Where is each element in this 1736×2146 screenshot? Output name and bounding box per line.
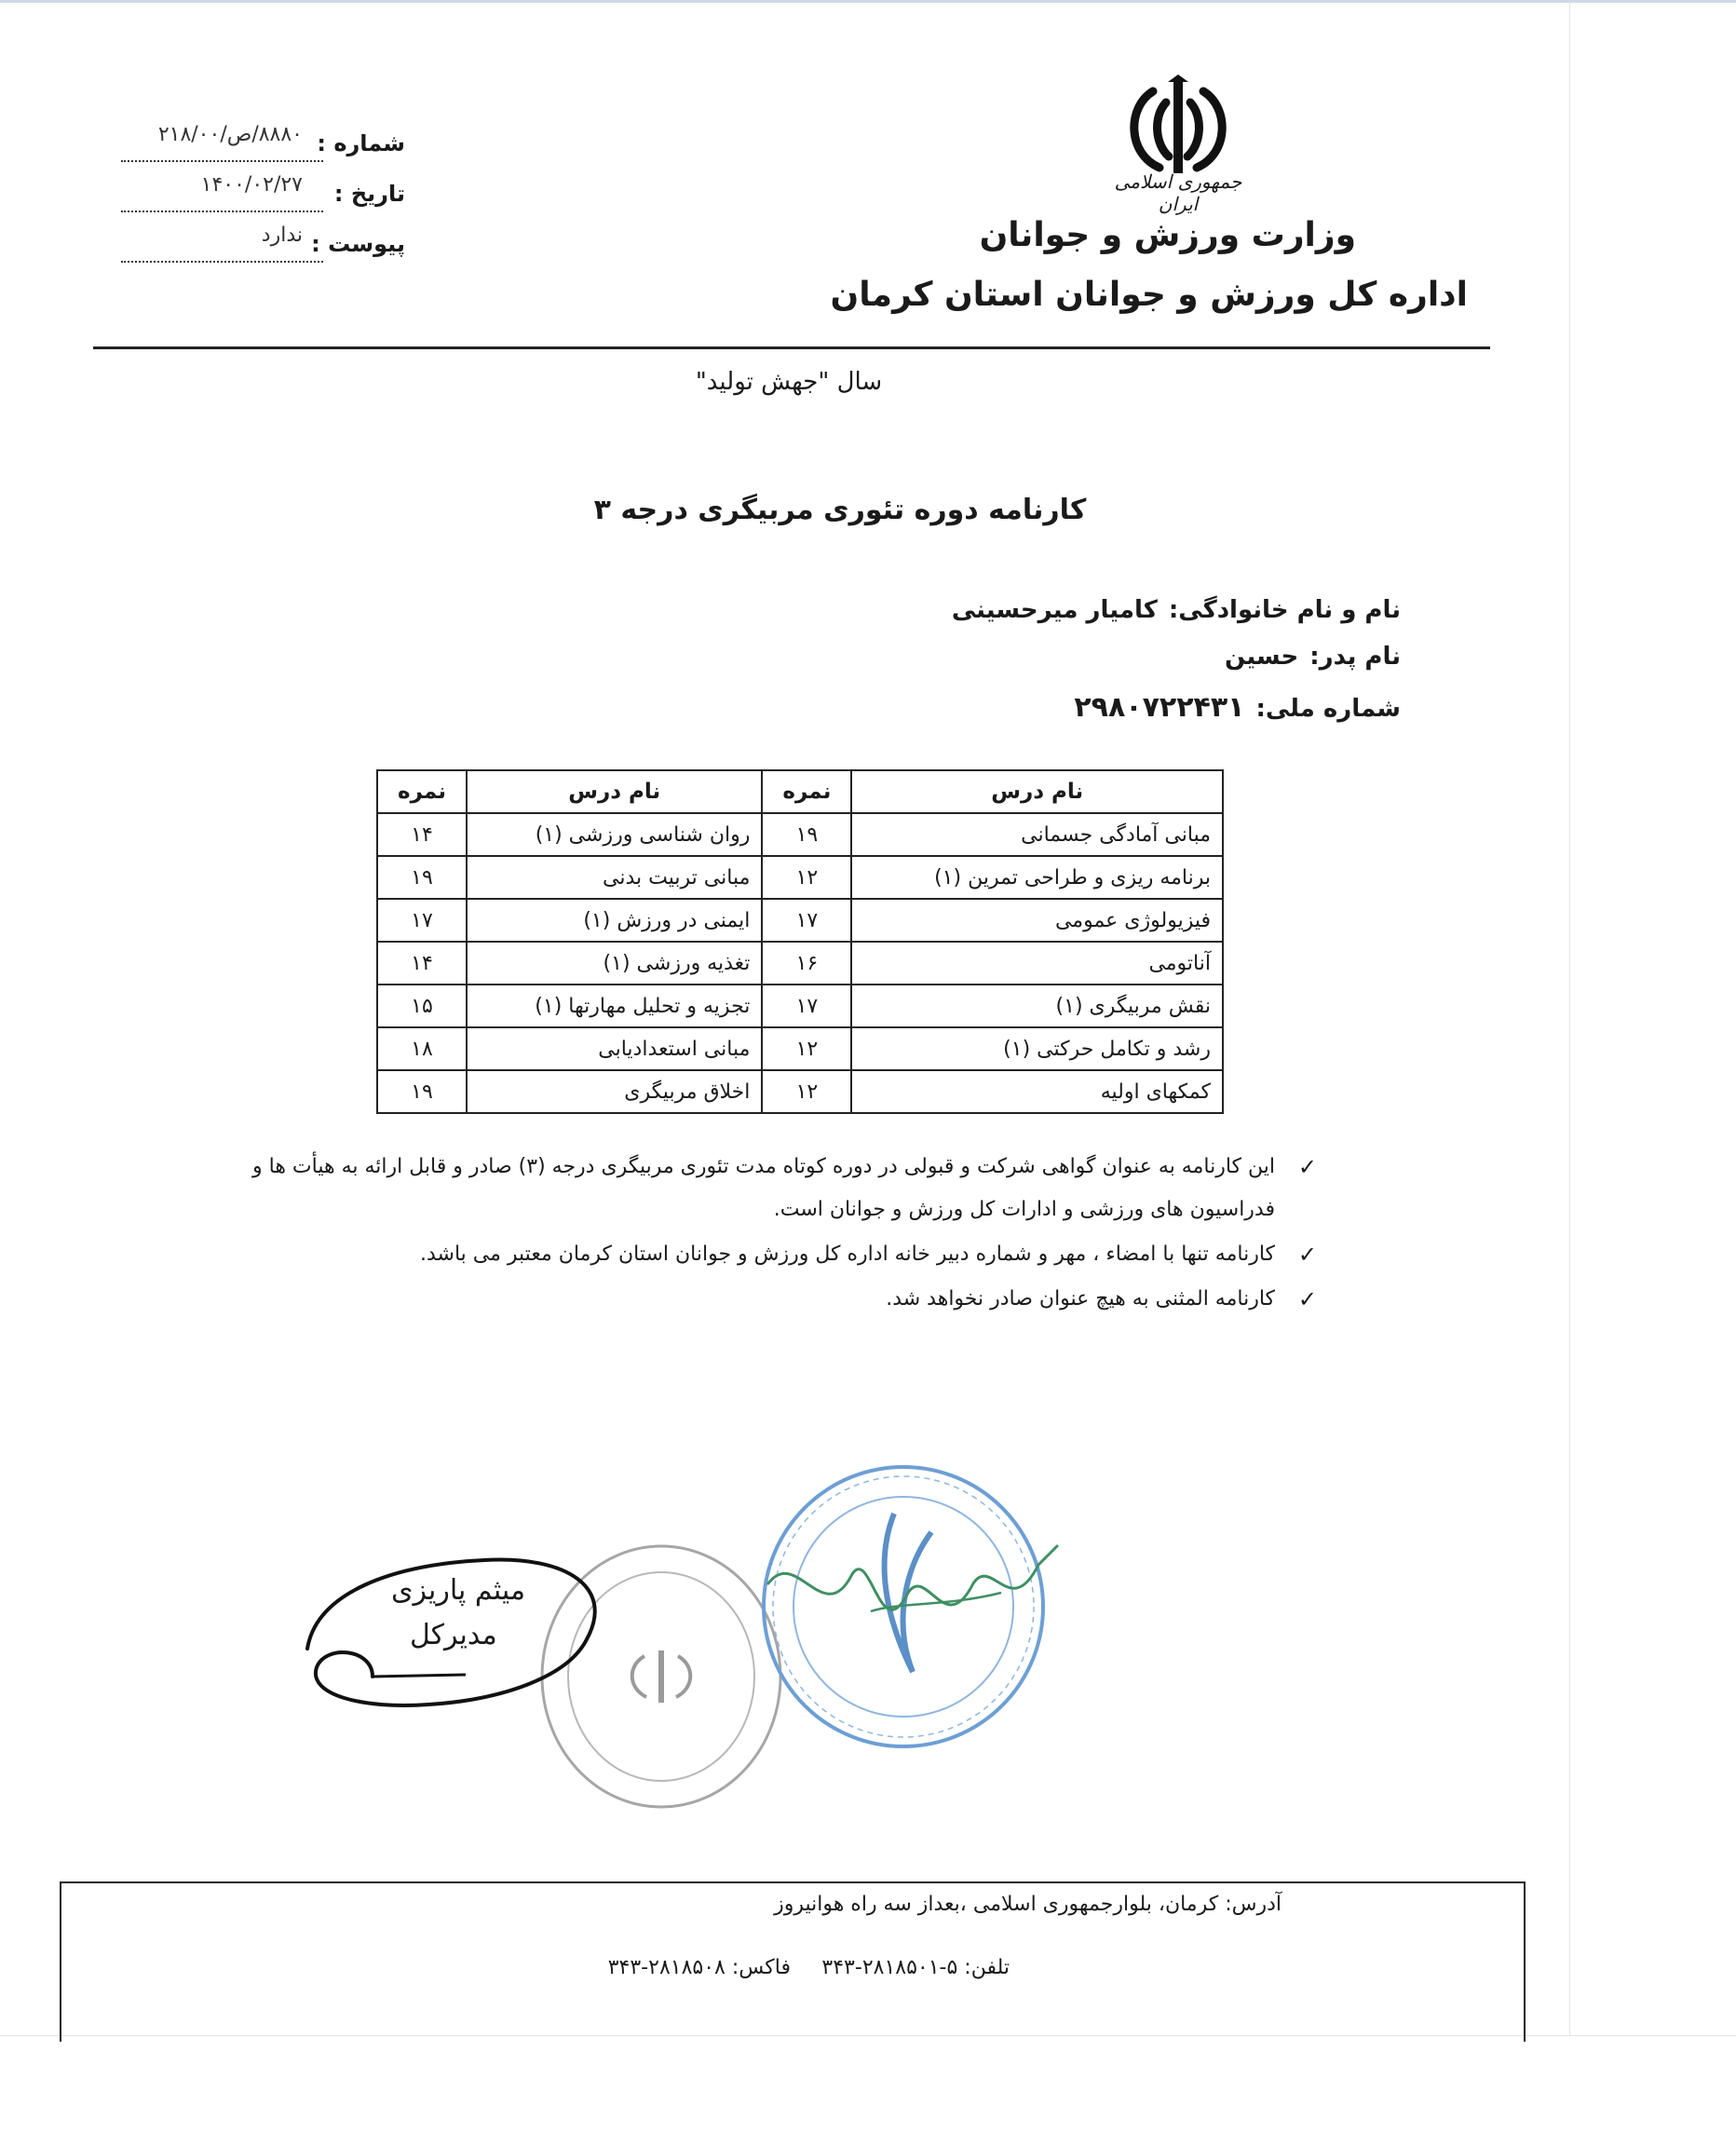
reference-date-value: ۱۴۰۰/۰۲/۲۷ xyxy=(200,173,303,197)
column-header-grade: نمره xyxy=(377,770,467,813)
national-id-value: ۲۹۸۰۷۲۲۴۳۱ xyxy=(1074,691,1245,724)
checkmark-icon: ✓ xyxy=(1297,1154,1317,1180)
signatory-title: مدیرکل xyxy=(410,1619,497,1651)
course-name: تجزیه و تحلیل مهارتها (۱) xyxy=(467,985,762,1027)
table-row xyxy=(377,1070,1223,1113)
person-name-row xyxy=(952,596,1401,624)
table-row xyxy=(377,942,1223,985)
dotted-line xyxy=(121,160,323,162)
column-header-course: نام درس xyxy=(467,770,762,813)
office-title: اداره کل ورزش و جوانان استان کرمان xyxy=(830,276,1468,314)
reference-attachment-label: پیوست : xyxy=(311,231,405,257)
course-name: برنامه ریزی و طراحی تمرین (۱) xyxy=(851,856,1223,899)
course-name: ایمنی در ورزش (۱) xyxy=(467,899,762,942)
table-row xyxy=(377,985,1223,1027)
note-text: کارنامه تنها با امضاء ، مهر و شماره دبیر خانه اداره کل ورزش و جوانان استان کرمان معتبر می باشد. xyxy=(420,1243,1275,1266)
course-name: فیزیولوژی عمومی xyxy=(851,899,1223,942)
course-name: رشد و تکامل حرکتی (۱) xyxy=(851,1027,1223,1070)
scan-right-edge xyxy=(1569,0,1570,2035)
emblem-caption: جمهوری اسلامی ایران xyxy=(1114,170,1242,215)
course-grade: ۱۷ xyxy=(377,899,467,942)
course-grade: ۱۶ xyxy=(762,942,851,985)
father-name-value: حسین xyxy=(1225,643,1299,671)
person-name-value: کامیار میرحسینی xyxy=(951,596,1158,624)
course-grade: ۱۷ xyxy=(762,899,851,942)
ministry-title: وزارت ورزش و جوانان xyxy=(979,216,1356,254)
course-name: کمکهای اولیه xyxy=(851,1070,1223,1113)
course-grade: ۱۹ xyxy=(377,856,467,899)
note-text: کارنامه المثنی به هیچ عنوان صادر نخواهد شد. xyxy=(886,1287,1275,1311)
table-row xyxy=(377,1027,1223,1070)
reference-attachment xyxy=(112,224,405,268)
national-id-row xyxy=(1074,691,1401,724)
course-name: مبانی استعدادیابی xyxy=(467,1027,762,1070)
table-header-row xyxy=(377,770,1223,813)
year-slogan: سال "جهش تولید" xyxy=(695,368,883,396)
dotted-line xyxy=(121,261,323,263)
grades-table xyxy=(376,769,1224,1114)
footer-phone: تلفن: ۵-۲۸۱۸۵۰۱-۳۴۳ xyxy=(821,1956,1010,1979)
course-grade: ۱۸ xyxy=(377,1027,467,1070)
notes-list xyxy=(181,1146,1317,1323)
reference-number xyxy=(112,123,405,168)
father-name-row xyxy=(1225,643,1401,671)
course-grade: ۱۲ xyxy=(762,1027,851,1070)
course-name: آناتومی xyxy=(851,942,1223,985)
reference-date-label: تاریخ : xyxy=(333,181,405,207)
footer-address: آدرس: کرمان، بلوارجمهوری اسلامی ،بعداز سه راه هوانیروز xyxy=(774,1893,1282,1916)
course-name: مبانی تربیت بدنی xyxy=(467,856,762,899)
footer-fax: فاکس: ۲۸۱۸۵۰۸-۳۴۳ xyxy=(607,1956,791,1979)
table-row xyxy=(377,813,1223,856)
course-grade: ۱۹ xyxy=(377,1070,467,1113)
checkmark-icon: ✓ xyxy=(1297,1286,1317,1312)
checkmark-icon: ✓ xyxy=(1297,1242,1317,1268)
course-name: اخلاق مربیگری xyxy=(467,1070,762,1113)
signature xyxy=(759,1528,1066,1677)
course-name: تغذیه ورزشی (۱) xyxy=(467,942,762,985)
table-row xyxy=(377,899,1223,942)
dotted-line xyxy=(121,211,323,212)
table-row xyxy=(377,856,1223,899)
course-grade: ۱۷ xyxy=(762,985,851,1027)
course-grade: ۱۲ xyxy=(762,856,851,899)
column-header-course: نام درس xyxy=(851,770,1223,813)
list-item xyxy=(181,1278,1317,1321)
course-grade: ۱۵ xyxy=(377,985,467,1027)
person-name-label: نام و نام خانوادگی: xyxy=(1168,596,1401,624)
reference-number-value: ۸۸۸۰/ص/۲۱۸/۰۰ xyxy=(157,123,303,146)
course-grade: ۱۹ xyxy=(762,813,851,856)
reference-attachment-value: ندارد xyxy=(261,224,303,247)
signatory-name: میثم پاریزی xyxy=(391,1574,526,1607)
course-grade: ۱۴ xyxy=(377,813,467,856)
column-header-grade: نمره xyxy=(762,770,851,813)
course-grade: ۱۴ xyxy=(377,942,467,985)
course-grade: ۱۲ xyxy=(762,1070,851,1113)
list-item xyxy=(181,1146,1317,1231)
document-title: کارنامه دوره تئوری مربیگری درجه ۳ xyxy=(593,494,1087,526)
course-name: روان شناسی ورزشی (۱) xyxy=(467,813,762,856)
header-divider xyxy=(93,346,1490,349)
course-name: نقش مربیگری (۱) xyxy=(851,985,1223,1027)
iran-emblem-icon xyxy=(1118,75,1239,186)
course-name: مبانی آمادگی جسمانی xyxy=(851,813,1223,856)
father-name-label: نام پدر: xyxy=(1309,643,1401,671)
reference-date xyxy=(112,173,405,218)
note-text: این کارنامه به عنوان گواهی شرکت و قبولی در دوره کوتاه مدت تئوری مربیگری درجه (۳) صادر و قابل ارائه به هیأت ها و فدراسیون های ورزشی و ادارات کل ورزش و جوانان است. xyxy=(252,1155,1275,1221)
list-item xyxy=(181,1233,1317,1276)
national-id-label: شماره ملی: xyxy=(1255,695,1401,723)
reference-number-label: شماره : xyxy=(317,130,405,156)
scan-top-edge xyxy=(0,0,1736,3)
